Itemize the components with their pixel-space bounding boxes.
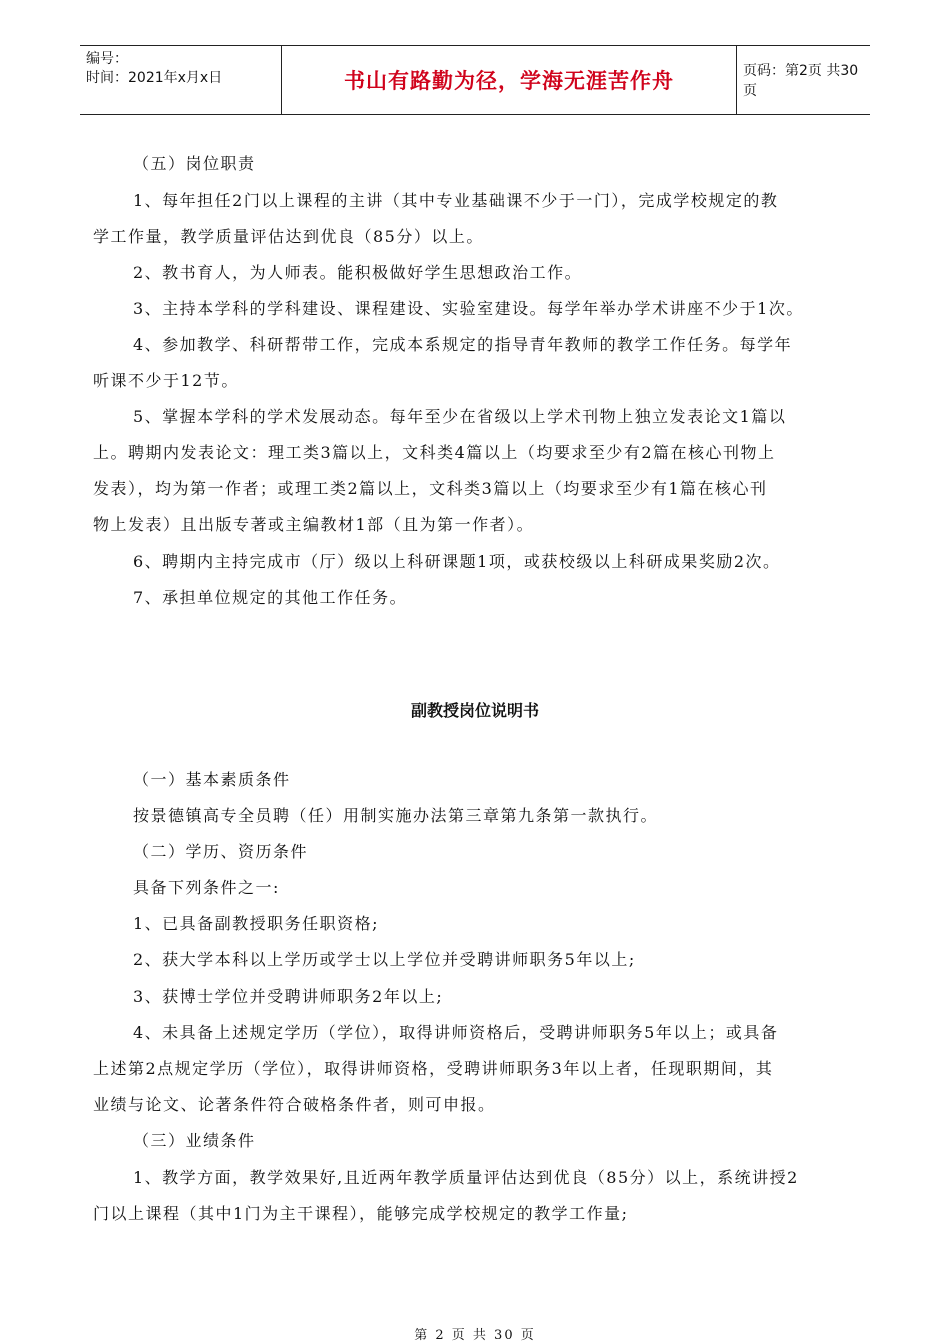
paragraph-line: 业绩与论文、论著条件符合破格条件者，则可申报。: [93, 1095, 496, 1114]
paragraph-line: 按景德镇高专全员聘（任）用制实施办法第三章第九条第一款执行。: [133, 806, 659, 825]
paragraph-line: 发表），均为第一作者；或理工类2篇以上，文科类3篇以上（均要求至少有1篇在核心刊: [93, 479, 768, 498]
document-number-label: 编号：: [86, 51, 128, 67]
subsection-heading: （三）业绩条件: [133, 1131, 256, 1150]
paragraph-line: 上。聘期内发表论文：理工类3篇以上，文科类4篇以上（均要求至少有2篇在核心刊物上: [93, 443, 776, 462]
paragraph-line: 4、未具备上述规定学历（学位），取得讲师资格后，受聘讲师职务5年以上；或具备: [133, 1023, 779, 1042]
paragraph-line: 1、每年担任2门以上课程的主讲（其中专业基础课不少于一门），完成学校规定的教: [133, 191, 779, 210]
header-meta: [80, 46, 280, 114]
paragraph-line: 听课不少于12节。: [93, 371, 239, 390]
section-title: 副教授岗位说明书: [410, 701, 539, 720]
paragraph-line: 5、掌握本学科的学术发展动态。每年至少在省级以上学术刊物上独立发表论文1篇以: [133, 407, 787, 426]
header-page-info: 页码：第2页 共30页: [743, 63, 859, 99]
page-header: [80, 45, 870, 115]
paragraph-line: 4、参加教学、科研帮带工作，完成本系规定的指导青年教师的教学工作任务。每学年: [133, 335, 793, 354]
paragraph-line: 具备下列条件之一:: [133, 878, 280, 897]
paragraph-line: 1、已具备副教授职务任职资格;: [133, 914, 380, 933]
page-footer: 第 2 页 共 30 页: [414, 1328, 536, 1343]
paragraph-line: 门以上课程（其中1门为主干课程），能够完成学校规定的教学工作量;: [93, 1204, 629, 1223]
section-heading: （五）岗位职责: [133, 154, 256, 173]
header-motto: 书山有路勤为径，学海无涯苦作舟: [281, 46, 737, 114]
paragraph-line: 上述第2点规定学历（学位），取得讲师资格，受聘讲师职务3年以上者，任现职期间，其: [93, 1059, 774, 1078]
paragraph-line: 2、获大学本科以上学历或学士以上学位并受聘讲师职务5年以上;: [133, 950, 636, 969]
paragraph-line: 6、聘期内主持完成市（厅）级以上科研课题1项，或获校级以上科研成果奖励2次。: [133, 552, 781, 571]
paragraph-line: 物上发表）且出版专著或主编教材1部（且为第一作者）。: [93, 515, 535, 534]
paragraph-line: 2、教书育人，为人师表。能积极做好学生思想政治工作。: [133, 263, 583, 282]
document-time-label: 时间：2021年x月x日: [86, 70, 223, 86]
paragraph-line: 7、承担单位规定的其他工作任务。: [133, 588, 408, 607]
paragraph-line: 3、主持本学科的学科建设、课程建设、实验室建设。每学年举办学术讲座不少于1次。: [133, 299, 804, 318]
paragraph-line: 学工作量，教学质量评估达到优良（85分）以上。: [93, 227, 484, 246]
subsection-heading: （二）学历、资历条件: [133, 842, 309, 861]
paragraph-line: 3、获博士学位并受聘讲师职务2年以上;: [133, 987, 444, 1006]
subsection-heading: （一）基本素质条件: [133, 770, 291, 789]
paragraph-line: 1、教学方面，教学效果好,且近两年教学质量评估达到优良（85分）以上，系统讲授2: [133, 1168, 799, 1187]
